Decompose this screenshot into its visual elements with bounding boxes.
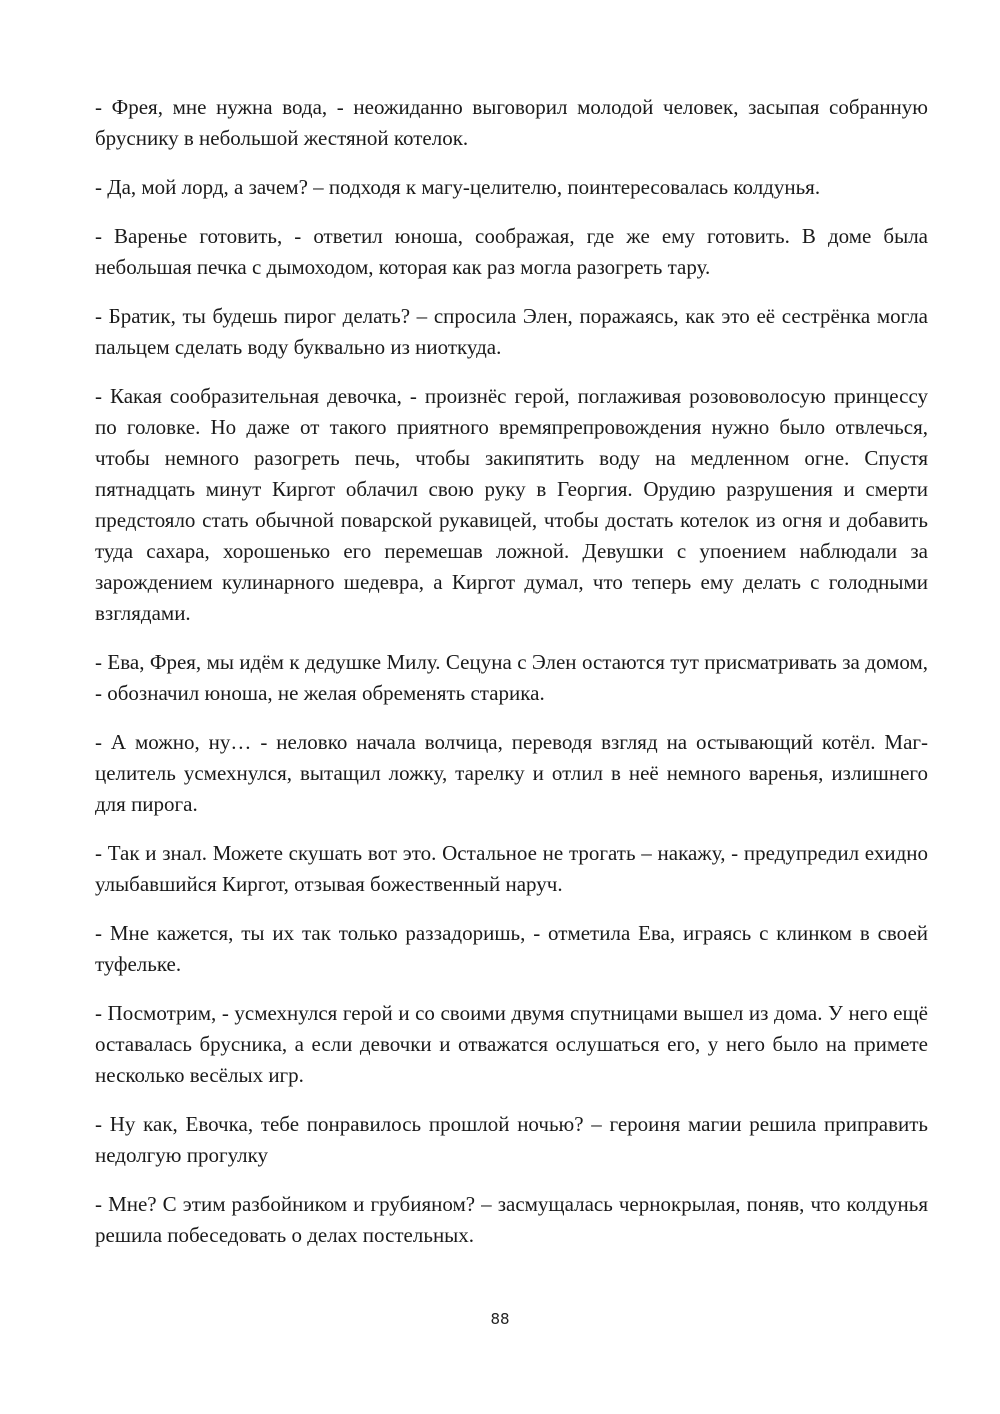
paragraph: - Мне? С этим разбойником и грубияном? – засмущалась чернокрылая, поняв, что колдунья решила побеседовать о делах постельных. [95, 1192, 928, 1247]
paragraph: - Ну как, Евочка, тебе понравилось прошлой ночью? – героиня магии решила приправить недолгую прогулку [95, 1112, 928, 1167]
paragraph: - А можно, ну… - неловко начала волчица, переводя взгляд на остывающий котёл. Маг-целитель усмехнулся, вытащил ложку, тарелку и отлил в неё немного варенья, излишнего для пирога. [95, 730, 928, 816]
paragraph: - Какая сообразительная девочка, - произнёс герой, поглаживая розововолосую принцессу по головке. Но даже от такого приятного времяпрепровождения нужно было отвлечься, чтобы немного разогреть печь, чтобы закипятить воду на медленном огне. Спустя пятнадцать минут Киргот облачил свою руку в Георгия. Орудию разрушения и смерти предстояло стать обычной поварской рукавицей, чтобы достать котелок из огня и добавить туда сахара, хорошенько его перемешав ложной. Девушки с упоением наблюдали за зарождением кулинарного шедевра, а Киргот думал, что теперь ему делать с голодными взглядами. [95, 384, 928, 625]
page-number: 88 [490, 1310, 510, 1328]
paragraph: - Варенье готовить, - ответил юноша, соображая, где же ему готовить. В доме была небольшая печка с дымоходом, которая как раз могла разогреть тару. [95, 224, 928, 279]
paragraph: - Так и знал. Можете скушать вот это. Остальное не трогать – накажу, - предупредил ехидно улыбавшийся Киргот, отзывая божественный наруч. [95, 841, 928, 896]
paragraph: - Посмотрим, - усмехнулся герой и со своими двумя спутницами вышел из дома. У него ещё оставалась брусника, а если девочки и отважатся ослушаться его, у него было на примете несколько весёлых игр. [95, 1001, 928, 1087]
paragraph: - Фрея, мне нужна вода, - неожиданно выговорил молодой человек, засыпая собранную бруснику в небольшой жестяной котелок. [95, 95, 928, 150]
paragraph: - Да, мой лорд, а зачем? – подходя к магу-целителю, поинтересовалась колдунья. [95, 175, 821, 199]
document-body [95, 92, 928, 1269]
paragraph: - Братик, ты будешь пирог делать? – спросила Элен, поражаясь, как это её сестрёнка могла пальцем сделать воду буквально из ниоткуда. [95, 304, 928, 359]
paragraph: - Ева, Фрея, мы идём к дедушке Милу. Сецуна с Элен остаются тут присматривать за домом, - обозначил юноша, не желая обременять старика. [95, 650, 928, 705]
paragraph: - Мне кажется, ты их так только раззадоришь, - отметила Ева, играясь с клинком в своей туфельке. [95, 921, 928, 976]
